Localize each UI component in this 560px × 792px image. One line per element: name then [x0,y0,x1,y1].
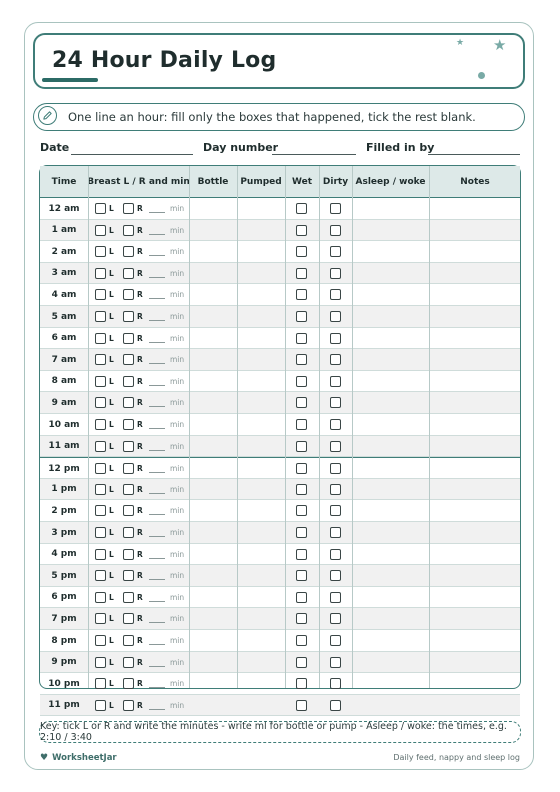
time-cell: 6 am [51,333,77,344]
breast-left-label: L [109,679,114,689]
time-cell: 12 am [48,203,80,214]
minutes-field[interactable] [149,255,165,256]
footer-subtitle: Daily feed, nappy and sleep log [393,753,520,762]
breast-right-label: R [137,312,143,321]
minutes-field[interactable] [149,277,165,278]
header-bottle: Bottle [197,177,229,187]
breast-left-label: L [109,484,114,494]
wet-checkbox[interactable] [296,225,307,236]
wet-checkbox[interactable] [296,289,307,300]
day-number-label: Day number [203,141,279,154]
breast-left-checkbox[interactable] [95,376,106,387]
breast-right-label: R [137,376,143,386]
breast-right-label: R [137,657,143,667]
minutes-unit: min [170,636,185,645]
dirty-checkbox[interactable] [330,419,341,430]
table-row [40,349,520,371]
dirty-checkbox[interactable] [330,505,341,516]
breast-right-checkbox[interactable] [123,484,134,495]
minutes-field[interactable] [149,450,165,451]
breast-left-label: L [109,312,114,321]
table-row [40,457,520,479]
star-icon: ★ [493,36,507,54]
breast-right-label: R [137,268,143,278]
breast-right-checkbox[interactable] [123,246,134,257]
minutes-unit: min [170,614,185,624]
date-label: Date [40,141,70,154]
dirty-checkbox[interactable] [330,354,341,365]
time-cell: 6 pm [51,592,77,603]
time-cell: 1 am [51,225,77,236]
dirty-checkbox[interactable] [330,376,341,387]
dirty-checkbox[interactable] [330,527,341,538]
table-row [40,241,520,263]
minutes-unit: min [170,333,185,343]
breast-left-checkbox[interactable] [95,268,106,279]
table-header [40,166,520,198]
wet-checkbox[interactable] [296,311,307,322]
breast-right-checkbox[interactable] [123,397,134,408]
breast-right-checkbox[interactable] [123,657,134,668]
dirty-checkbox[interactable] [330,268,341,279]
breast-right-label: R [137,225,143,235]
breast-right-label: R [137,571,143,581]
time-cell: 11 am [48,441,80,452]
page-title: 24 Hour Daily Log [52,48,277,73]
table-row [40,565,520,587]
header-wet: Wet [291,177,312,187]
dirty-checkbox[interactable] [330,311,341,322]
breast-right-label: R [137,484,143,494]
breast-right-label: R [137,679,143,689]
time-cell: 3 pm [51,527,77,538]
breast-right-checkbox[interactable] [123,419,134,430]
wet-checkbox[interactable] [296,463,307,474]
breast-right-label: R [137,614,143,624]
minutes-unit: min [170,700,185,710]
minutes-unit: min [170,549,185,559]
minutes-field[interactable] [149,493,165,494]
breast-right-checkbox[interactable] [123,441,134,452]
breast-left-label: L [109,290,114,300]
breast-left-label: L [109,420,114,429]
wet-checkbox[interactable] [296,613,307,624]
breast-left-checkbox[interactable] [95,657,106,668]
header-dirty: Dirty [322,177,349,187]
table-row [40,652,520,674]
header-pumped: Pumped [240,177,282,187]
breast-right-checkbox[interactable] [123,635,134,646]
breast-left-label: L [109,592,114,602]
breast-left-label: L [109,376,114,386]
table-row [40,544,520,566]
table-row [40,392,520,414]
wet-checkbox[interactable] [296,354,307,365]
dirty-checkbox[interactable] [330,246,341,257]
breast-right-checkbox[interactable] [123,463,134,474]
dirty-checkbox[interactable] [330,549,341,560]
minutes-unit: min [170,528,185,537]
time-cell: 2 am [51,246,77,257]
wet-checkbox[interactable] [296,570,307,581]
breast-right-checkbox[interactable] [123,700,134,711]
breast-right-label: R [137,355,143,365]
table-row [40,587,520,609]
dirty-checkbox[interactable] [330,657,341,668]
wet-checkbox[interactable] [296,419,307,430]
wet-checkbox[interactable] [296,700,307,711]
footer-brand [40,753,117,763]
dirty-checkbox[interactable] [330,225,341,236]
breast-left-label: L [109,225,114,235]
breast-left-checkbox[interactable] [95,484,106,495]
minutes-field[interactable] [149,709,165,710]
minutes-unit: min [170,679,185,689]
wet-checkbox[interactable] [296,678,307,689]
table-row [40,479,520,501]
table-row [40,414,520,436]
breast-right-checkbox[interactable] [123,570,134,581]
date-field[interactable] [71,154,193,155]
column-divider [319,166,320,688]
breast-left-checkbox[interactable] [95,311,106,322]
log-table [39,165,521,711]
column-divider [285,166,286,688]
minutes-field[interactable] [149,363,165,364]
wet-checkbox[interactable] [296,592,307,603]
dirty-checkbox[interactable] [330,700,341,711]
minutes-field[interactable] [149,536,165,537]
breast-left-checkbox[interactable] [95,592,106,603]
breast-left-checkbox[interactable] [95,527,106,538]
time-cell: 10 am [48,419,80,430]
breast-right-label: R [137,549,143,559]
breast-left-checkbox[interactable] [95,333,106,344]
breast-left-checkbox[interactable] [95,700,106,711]
minutes-field[interactable] [149,234,165,235]
table-row [40,198,520,220]
minutes-unit: min [170,355,185,365]
minutes-field[interactable] [149,687,165,688]
breast-left-checkbox[interactable] [95,441,106,452]
wet-checkbox[interactable] [296,527,307,538]
minutes-field[interactable] [149,622,165,623]
dirty-checkbox[interactable] [330,592,341,603]
wet-checkbox[interactable] [296,268,307,279]
breast-left-checkbox[interactable] [95,203,106,214]
time-cell: 11 pm [48,700,80,711]
table-row [40,328,520,350]
brand-name: WorksheetJar [52,753,117,763]
minutes-unit: min [170,571,185,581]
breast-right-checkbox[interactable] [123,268,134,279]
breast-left-label: L [109,614,114,624]
table-row [40,695,520,717]
breast-right-label: R [137,398,143,408]
breast-left-checkbox[interactable] [95,419,106,430]
header-notes: Notes [460,177,490,187]
wet-checkbox[interactable] [296,441,307,452]
header-breast: Breast L / R and min [87,177,190,187]
breast-left-checkbox[interactable] [95,354,106,365]
time-cell: 8 am [51,376,77,387]
day-number-field[interactable] [272,154,356,155]
title-underline [42,78,98,82]
breast-left-checkbox[interactable] [95,225,106,236]
time-cell: 8 pm [51,635,77,646]
wet-checkbox[interactable] [296,484,307,495]
minutes-unit: min [170,290,185,300]
dirty-checkbox[interactable] [330,678,341,689]
breast-right-label: R [137,247,143,257]
breast-right-label: R [137,333,143,343]
breast-left-checkbox[interactable] [95,397,106,408]
breast-left-label: L [109,657,114,667]
breast-right-label: R [137,700,143,710]
column-divider [352,166,353,688]
breast-left-checkbox[interactable] [95,570,106,581]
minutes-unit: min [170,420,185,429]
wet-checkbox[interactable] [296,549,307,560]
dirty-checkbox[interactable] [330,613,341,624]
wet-checkbox[interactable] [296,635,307,646]
breast-right-label: R [137,420,143,429]
dirty-checkbox[interactable] [330,203,341,214]
breast-left-checkbox[interactable] [95,613,106,624]
time-cell: 12 pm [48,463,80,474]
minutes-unit: min [170,464,185,474]
minutes-field[interactable] [149,406,165,407]
wet-checkbox[interactable] [296,505,307,516]
minutes-field[interactable] [149,320,165,321]
wet-checkbox[interactable] [296,376,307,387]
minutes-field[interactable] [149,428,165,429]
pencil-icon [38,106,57,125]
breast-left-label: L [109,268,114,278]
table-row [40,500,520,522]
minutes-unit: min [170,312,185,321]
decor-dot [478,72,485,79]
time-cell: 2 pm [51,505,77,516]
breast-left-label: L [109,247,114,257]
table-row [40,284,520,306]
minutes-field[interactable] [149,342,165,343]
dirty-checkbox[interactable] [330,289,341,300]
table-row [40,263,520,285]
breast-right-label: R [137,592,143,602]
minutes-field[interactable] [149,644,165,645]
dirty-checkbox[interactable] [330,333,341,344]
breast-right-checkbox[interactable] [123,549,134,560]
minutes-unit: min [170,484,185,494]
breast-left-label: L [109,441,114,451]
minutes-field[interactable] [149,666,165,667]
breast-left-label: L [109,464,114,474]
minutes-unit: min [170,247,185,257]
minutes-unit: min [170,204,185,213]
wet-checkbox[interactable] [296,333,307,344]
table-row [40,306,520,328]
breast-left-label: L [109,506,114,516]
breast-right-checkbox[interactable] [123,354,134,365]
filled-in-by-field[interactable] [428,154,520,155]
minutes-field[interactable] [149,385,165,386]
breast-right-checkbox[interactable] [123,311,134,322]
minutes-unit: min [170,268,185,278]
breast-left-label: L [109,355,114,365]
breast-right-label: R [137,528,143,537]
breast-left-checkbox[interactable] [95,635,106,646]
column-divider [429,166,430,688]
breast-left-label: L [109,571,114,581]
minutes-unit: min [170,398,185,408]
breast-right-label: R [137,290,143,300]
time-cell: 5 am [51,311,77,322]
minutes-field[interactable] [149,298,165,299]
breast-left-checkbox[interactable] [95,463,106,474]
breast-left-checkbox[interactable] [95,246,106,257]
table-row [40,673,520,695]
time-cell: 9 am [51,397,77,408]
minutes-field[interactable] [149,514,165,515]
time-cell: 3 am [51,268,77,279]
minutes-field[interactable] [149,472,165,473]
time-cell: 10 pm [48,678,80,689]
breast-left-label: L [109,333,114,343]
minutes-field[interactable] [149,601,165,602]
dirty-checkbox[interactable] [330,570,341,581]
breast-right-checkbox[interactable] [123,333,134,344]
breast-right-label: R [137,506,143,516]
dirty-checkbox[interactable] [330,635,341,646]
table-row [40,522,520,544]
instruction-text: One line an hour: fill only the boxes that happened, tick the rest blank. [68,110,476,124]
wet-checkbox[interactable] [296,246,307,257]
filled-in-by-label: Filled in by [366,141,435,154]
star-icon: ★ [456,38,465,48]
time-cell: 9 pm [51,657,77,668]
breast-right-checkbox[interactable] [123,203,134,214]
breast-right-checkbox[interactable] [123,592,134,603]
minutes-field[interactable] [149,558,165,559]
breast-left-checkbox[interactable] [95,505,106,516]
breast-left-label: L [109,528,114,537]
header-asleep-woke: Asleep / woke [355,177,426,187]
breast-right-checkbox[interactable] [123,376,134,387]
minutes-unit: min [170,506,185,516]
breast-left-label: L [109,700,114,710]
time-cell: 7 am [51,354,77,365]
breast-left-checkbox[interactable] [95,678,106,689]
breast-right-checkbox[interactable] [123,225,134,236]
column-divider [237,166,238,688]
key-note: Key: tick L or R and write the minutes - write ml for bottle or pump - Asleep / woke: the times, e.g. 2:10 / 3:40 [39,721,521,743]
breast-right-label: R [137,441,143,451]
breast-left-label: L [109,204,114,213]
minutes-unit: min [170,225,185,235]
breast-left-label: L [109,398,114,408]
time-cell: 5 pm [51,570,77,581]
table-row [40,220,520,242]
breast-left-checkbox[interactable] [95,549,106,560]
time-cell: 4 pm [51,549,77,560]
dirty-checkbox[interactable] [330,441,341,452]
column-divider [189,166,190,688]
time-cell: 7 pm [51,613,77,624]
heart-icon: ♥ [40,753,49,763]
column-divider [88,166,89,688]
dirty-checkbox[interactable] [330,397,341,408]
table-row [40,436,520,458]
minutes-unit: min [170,592,185,602]
dirty-checkbox[interactable] [330,463,341,474]
minutes-unit: min [170,657,185,667]
table-row [40,608,520,630]
breast-right-checkbox[interactable] [123,289,134,300]
breast-left-label: L [109,549,114,559]
breast-right-checkbox[interactable] [123,613,134,624]
breast-left-label: L [109,636,114,645]
wet-checkbox[interactable] [296,203,307,214]
header-time: Time [51,177,77,187]
minutes-field[interactable] [149,579,165,580]
dirty-checkbox[interactable] [330,484,341,495]
breast-right-label: R [137,464,143,474]
wet-checkbox[interactable] [296,657,307,668]
breast-right-label: R [137,204,143,213]
minutes-unit: min [170,376,185,386]
wet-checkbox[interactable] [296,397,307,408]
table-row [40,371,520,393]
breast-left-checkbox[interactable] [95,289,106,300]
breast-right-checkbox[interactable] [123,527,134,538]
table-row [40,630,520,652]
time-cell: 4 am [51,289,77,300]
breast-right-label: R [137,636,143,645]
breast-right-checkbox[interactable] [123,678,134,689]
minutes-field[interactable] [149,212,165,213]
minutes-unit: min [170,441,185,451]
time-cell: 1 pm [51,484,77,495]
breast-right-checkbox[interactable] [123,505,134,516]
